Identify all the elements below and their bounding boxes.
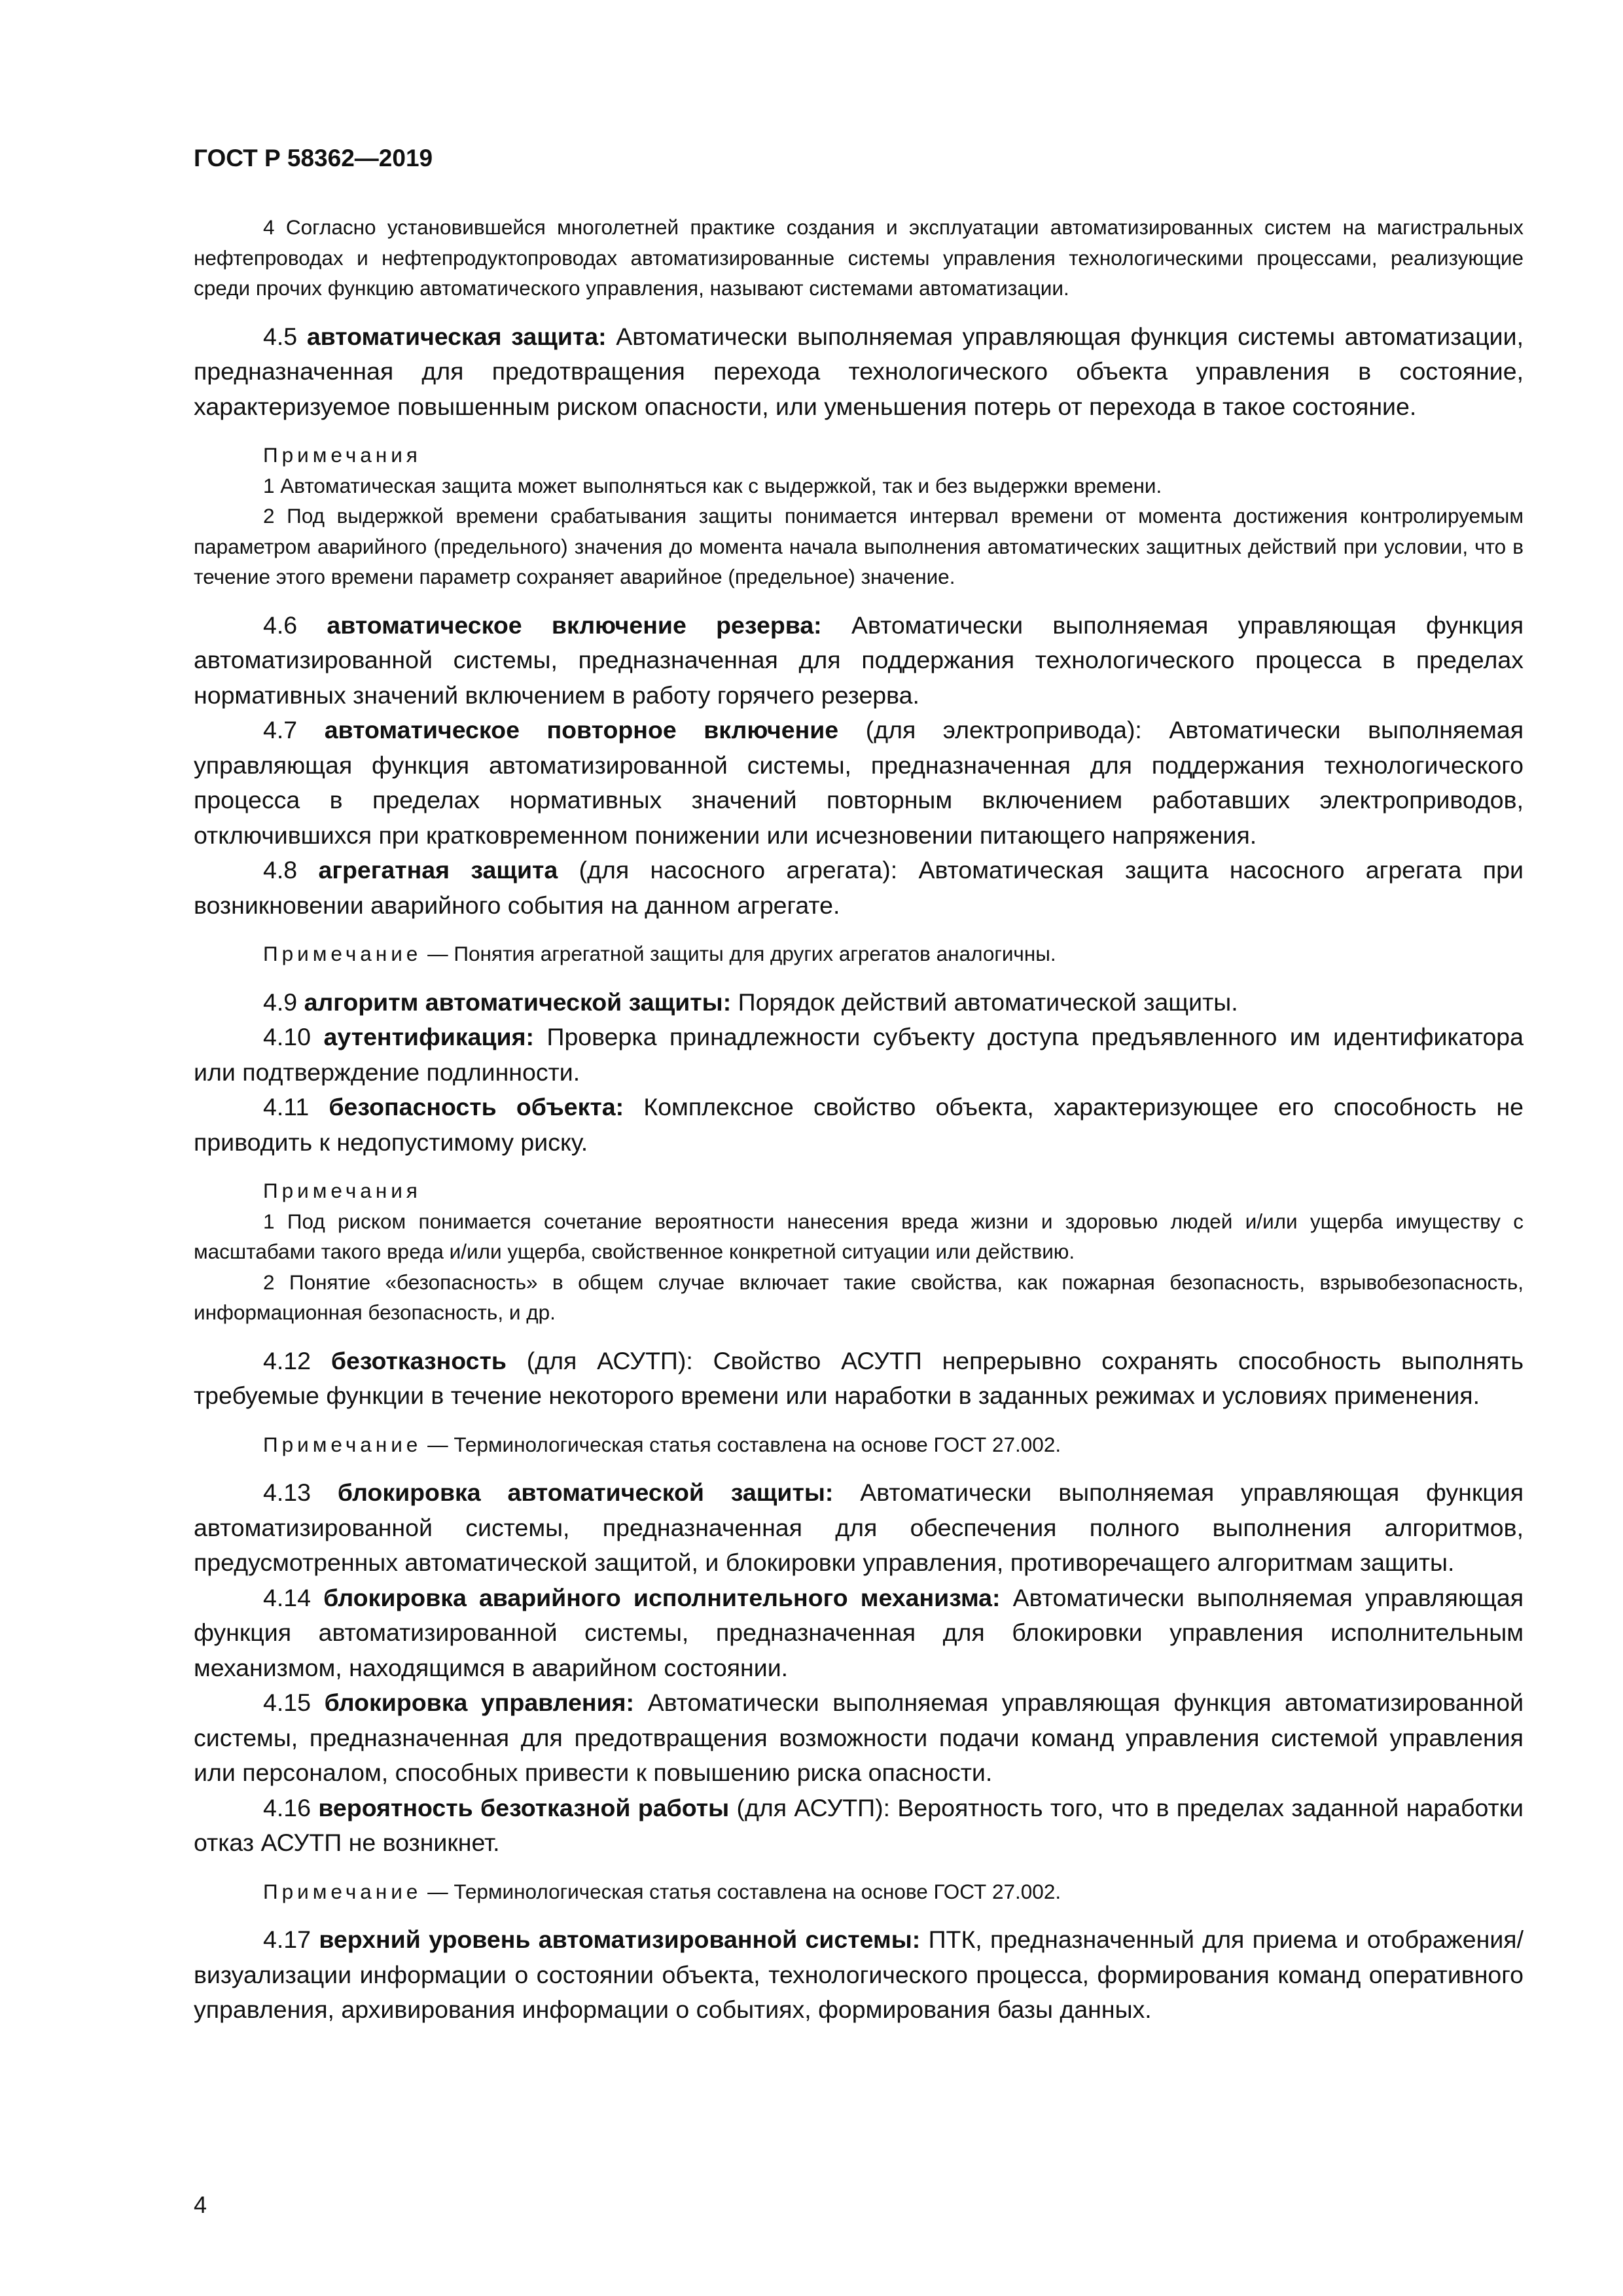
term-number: 4.9 (263, 988, 298, 1016)
note-4-8 (194, 939, 1524, 969)
term-title: блокировка автоматической защиты: (337, 1479, 834, 1506)
page-number: 4 (194, 2191, 207, 2218)
term-number: 4.6 (263, 611, 298, 639)
term-definition: Автоматически выполняемая управляющая функция автоматизированной системы, предназначенная для блокировки управления исполнительным механизмом, находящимся в аварийном состоянии. (194, 1583, 1524, 1681)
term-number: 4.8 (263, 856, 298, 884)
term-title: безопасность объекта: (329, 1093, 624, 1121)
note-label: Примечание (263, 1879, 422, 1903)
term-definition: Комплексное свойство объекта, характеризующее его способность не приводить к недопустимому риску. (194, 1093, 1524, 1156)
term-number: 4.14 (263, 1583, 311, 1611)
term-title: аутентификация: (323, 1023, 534, 1050)
note-label: Примечание (263, 942, 422, 965)
term-title: автоматическое повторное включение (324, 716, 839, 744)
term-definition: Автоматически выполняемая управляющая функция автоматизированной системы, предназначенная для предотвращения возможности подачи команд управления системой управления или персоналом, способных привести к повышению риска опасности. (194, 1689, 1524, 1786)
term-definition: Автоматически выполняемая управляющая функция автоматизированной системы, предназначенная для обеспечения полного выполнения алгоритмов, предусмотренных автоматической защитой, и блокировки управления, противоречащего алгоритмам защиты. (194, 1479, 1524, 1576)
term-title: блокировка управления: (324, 1689, 634, 1716)
term-definition: ПТК, предназначенный для приема и отображения/визуализации информации о состоянии объекта, технологического процесса, формирования команд оперативного управления, архивирования информации о событиях, формирования базы данных. (194, 1926, 1524, 2023)
term-number: 4.10 (263, 1023, 311, 1050)
term-4-5 (194, 319, 1524, 425)
term-number: 4.13 (263, 1479, 311, 1506)
note-text: Терминологическая статья составлена на основе ГОСТ 27.002. (454, 1432, 1061, 1456)
note-dash: — (427, 1879, 448, 1903)
note-label: Примечание (263, 1432, 422, 1456)
term-definition: Автоматически выполняемая управляющая функция системы автоматизации, предназначенная для предотвращения перехода технологического объекта управления в состояние, характеризуемое повышенным риском опасности, или уменьшения потерь от перехода в такое состояние. (194, 322, 1524, 420)
term-4-8 (194, 853, 1524, 923)
term-title: агрегатная защита (318, 856, 558, 884)
term-definition: Автоматически выполняемая управляющая функция автоматизированной системы, предназначенная для поддержания технологического процесса в пределах нормативных значений включением в работу горячего резерва. (194, 611, 1524, 709)
term-title: безотказность (330, 1346, 507, 1374)
term-definition: Порядок действий автоматической защиты. (738, 988, 1238, 1016)
note-item: 1 Автоматическая защита может выполняться как с выдержкой, так и без выдержки времени. (263, 473, 1162, 497)
term-4-11 (194, 1090, 1524, 1160)
note-4-16 (194, 1876, 1524, 1907)
document-page (194, 143, 1524, 2028)
term-4-7 (194, 713, 1524, 853)
term-number: 4.16 (263, 1793, 311, 1821)
term-number: 4.15 (263, 1689, 311, 1716)
notes-heading: Примечания (263, 443, 421, 467)
note-4-automation-systems: 4 Согласно установившейся многолетней практике создания и эксплуатации автоматизированных систем на магистральных нефтепроводах и нефтепродуктопроводах автоматизированные системы управления технологическими процессами, реализующие среди прочих функцию автоматического управления, называют системами автоматизации. (194, 215, 1524, 300)
note-dash: — (427, 942, 448, 965)
term-title: алгоритм автоматической защиты: (304, 988, 732, 1016)
term-4-16 (194, 1791, 1524, 1861)
term-number: 4.11 (263, 1093, 310, 1121)
term-definition: Проверка принадлежности субъекту доступа предъявленного им идентификатора или подтверждение подлинности. (194, 1023, 1524, 1086)
term-number: 4.17 (263, 1926, 311, 1953)
term-definition: (для АСУТП): Свойство АСУТП непрерывно сохранять способность выполнять требуемые функции в течение некоторого времени или наработки в заданных режимах и условиях применения. (194, 1346, 1524, 1409)
note-text: Терминологическая статья составлена на основе ГОСТ 27.002. (454, 1879, 1061, 1903)
term-definition: (для электропривода): Автоматически выполняемая управляющая функция автоматизированной системы, предназначенная для поддержания технологического процесса в пределах нормативных значений повторным включением работавших электроприводов, отключившихся при кратковременном понижении или исчезновении питающего напряжения. (194, 716, 1524, 849)
term-number: 4.5 (263, 322, 298, 350)
term-title: автоматическая защита: (306, 322, 607, 350)
term-number: 4.7 (263, 716, 298, 744)
term-4-13 (194, 1475, 1524, 1581)
term-title: автоматическое включение резерва: (327, 611, 822, 639)
term-4-12 (194, 1344, 1524, 1414)
term-title: вероятность безотказной работы (318, 1793, 730, 1821)
note-text: Понятия агрегатной защиты для других агрегатов аналогичны. (454, 942, 1056, 965)
term-4-17 (194, 1922, 1524, 2028)
document-header: ГОСТ Р 58362—2019 (194, 145, 433, 171)
term-title: верхний уровень автоматизированной системы: (319, 1926, 921, 1953)
notes-heading: Примечания (263, 1179, 421, 1202)
term-definition: (для АСУТП): Вероятность того, что в пределах заданной наработки отказ АСУТП не возникнет. (194, 1793, 1524, 1856)
term-4-15 (194, 1685, 1524, 1791)
note-item: 1 Под риском понимается сочетание вероятности нанесения вреда жизни и здоровью людей и/или ущерба имуществу с масштабами такого вреда и/или ущерба, свойственное конкретной ситуации или действию. (194, 1209, 1524, 1263)
note-4-12 (194, 1429, 1524, 1460)
term-4-6 (194, 608, 1524, 713)
note-item: 2 Под выдержкой времени срабатывания защиты понимается интервал времени от момента достижения контролируемым параметром аварийного (предельного) значения до момента начала выполнения автоматических защитных действий при условии, что в течение этого времени параметр сохраняет аварийное (предельное) значение. (194, 504, 1524, 588)
term-number: 4.12 (263, 1346, 311, 1374)
term-4-10 (194, 1020, 1524, 1090)
term-4-14 (194, 1581, 1524, 1686)
term-definition: (для насосного агрегата): Автоматическая защита насосного агрегата при возникновении аварийного события на данном агрегате. (194, 856, 1524, 919)
note-item: 2 Понятие «безопасность» в общем случае включает такие свойства, как пожарная безопасность, взрывобезопасность, информационная безопасность, и др. (194, 1270, 1524, 1324)
note-dash: — (427, 1432, 448, 1456)
term-title: блокировка аварийного исполнительного механизма: (323, 1583, 1001, 1611)
term-4-9 (194, 985, 1524, 1020)
